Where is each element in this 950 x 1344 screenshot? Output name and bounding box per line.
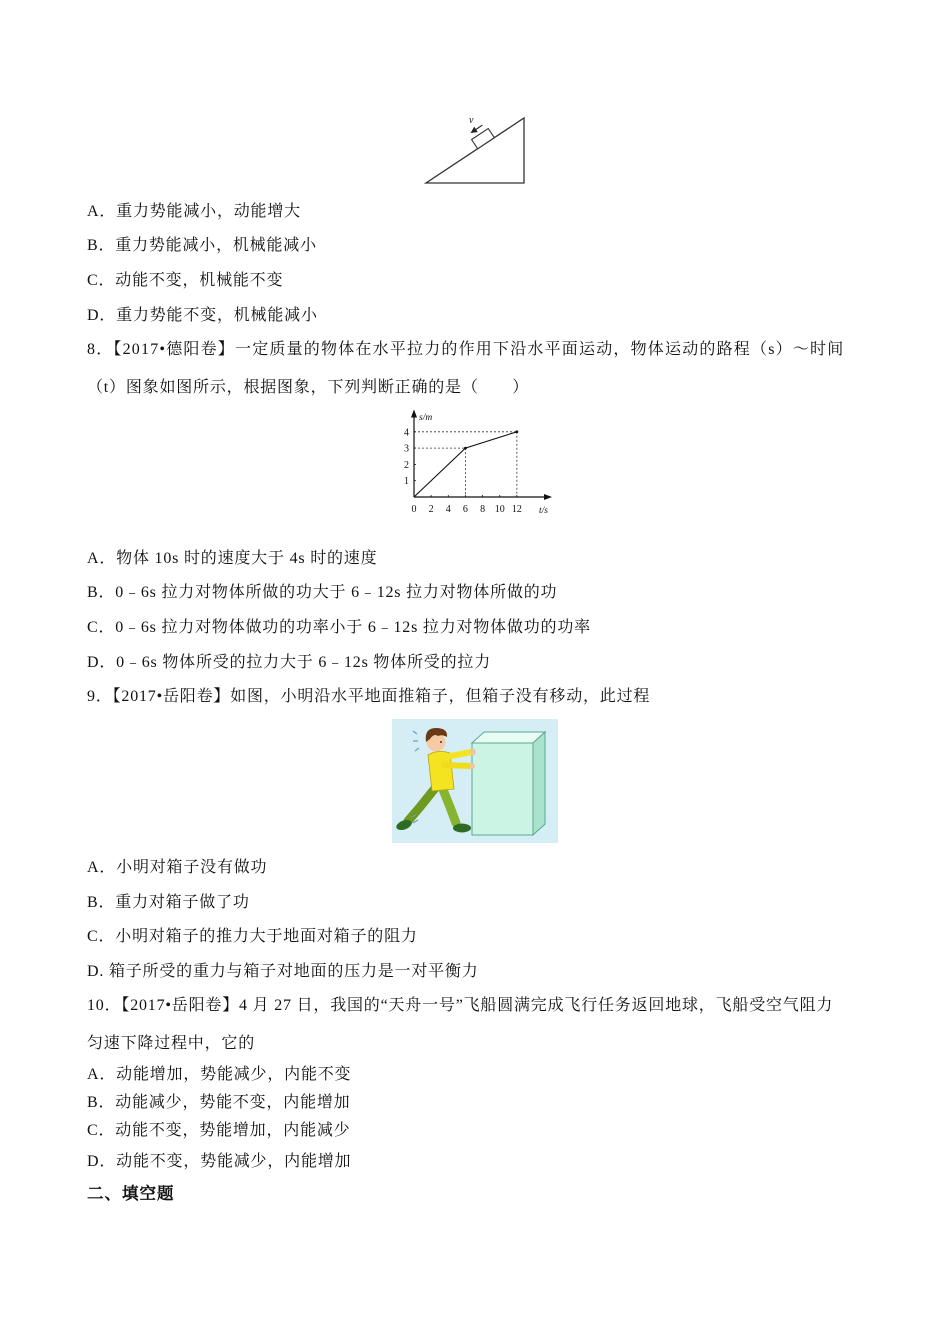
- y-axis-arrow: [411, 410, 417, 418]
- q8-option-b: B．0﹣6s 拉力对物体所做的功大于 6﹣12s 拉力对物体所做的功: [87, 584, 558, 601]
- q10-option-a: A．动能增加，势能减少，内能不变: [87, 1066, 352, 1083]
- q9-option-d: D. 箱子所受的重力与箱子对地面的压力是一对平衡力: [87, 963, 479, 980]
- q9-option-c: C．小明对箱子的推力大于地面对箱子的阻力: [87, 928, 418, 945]
- x-tick-label-2: 2: [428, 504, 434, 515]
- y-axis-label: s/m: [419, 413, 433, 423]
- q8-stem-line2: （t）图象如图所示，根据图象，下列判断正确的是（ ）: [87, 379, 530, 396]
- q10-option-b: B．动能减少，势能不变，内能增加: [87, 1094, 351, 1111]
- y-tick-label-3: 3: [404, 443, 409, 455]
- boy-pushing-box-illustration: [392, 719, 558, 843]
- q10-stem-line1: 10．【2017•岳阳卷】4 月 27 日，我国的“天舟一号”飞船圆满完成飞行任务返回地球，飞船受空气阻力: [87, 997, 834, 1014]
- x-axis-label: t/s: [539, 506, 548, 516]
- y-tick-label-4: 4: [404, 427, 409, 439]
- data-point-2: [515, 430, 518, 433]
- x-tick-label-6: 6: [462, 504, 468, 515]
- q8-stem-line1: 8．【2017•德阳卷】一定质量的物体在水平拉力的作用下沿水平面运动，物体运动的路程（s）～时间: [87, 341, 845, 358]
- s-t-graph: [400, 408, 555, 520]
- velocity-arrow: [472, 125, 483, 132]
- prev-option-c: C．动能不变，机械能不变: [87, 272, 284, 289]
- x-tick-label-8: 8: [480, 504, 486, 515]
- x-tick-label-4: 4: [445, 504, 451, 515]
- sliding-block: [472, 129, 495, 149]
- incline-figure: [420, 110, 532, 190]
- q8-option-a: A．物体 10s 时的速度大于 4s 时的速度: [87, 550, 378, 567]
- q8-option-c: C．0﹣6s 拉力对物体做功的功率小于 6﹣12s 拉力对物体做功的功率: [87, 619, 591, 636]
- x-tick-label-0: 0: [411, 504, 417, 515]
- q9-stem: 9．【2017•岳阳卷】如图，小明沿水平地面推箱子，但箱子没有移动，此过程: [87, 688, 651, 705]
- velocity-label: v: [469, 115, 474, 126]
- y-tick-label-2: 2: [404, 459, 409, 471]
- data-point-1: [464, 447, 467, 450]
- q9-option-b: B．重力对箱子做了功: [87, 894, 250, 911]
- prev-option-b: B．重力势能减小，机械能减小: [87, 237, 317, 254]
- x-axis-arrow: [544, 494, 552, 500]
- incline-triangle: [426, 118, 524, 183]
- box: [472, 732, 545, 835]
- q10-option-d: D．动能不变，势能减少，内能增加: [87, 1153, 352, 1170]
- x-tick-label-10: 10: [494, 504, 505, 515]
- q10-option-c: C．动能不变，势能增加，内能减少: [87, 1122, 351, 1139]
- q8-option-d: D．0﹣6s 物体所受的拉力大于 6﹣12s 物体所受的拉力: [87, 654, 492, 671]
- prev-option-d: D．重力势能不变，机械能减小: [87, 307, 318, 324]
- prev-option-a: A．重力势能减小，动能增大: [87, 203, 301, 220]
- q10-stem-line2: 匀速下降过程中，它的: [87, 1035, 256, 1052]
- section-heading: 二、填空题: [87, 1185, 175, 1203]
- q9-option-a: A．小明对箱子没有做功: [87, 859, 268, 876]
- y-tick-label-1: 1: [404, 476, 409, 488]
- x-tick-label-12: 12: [511, 504, 522, 515]
